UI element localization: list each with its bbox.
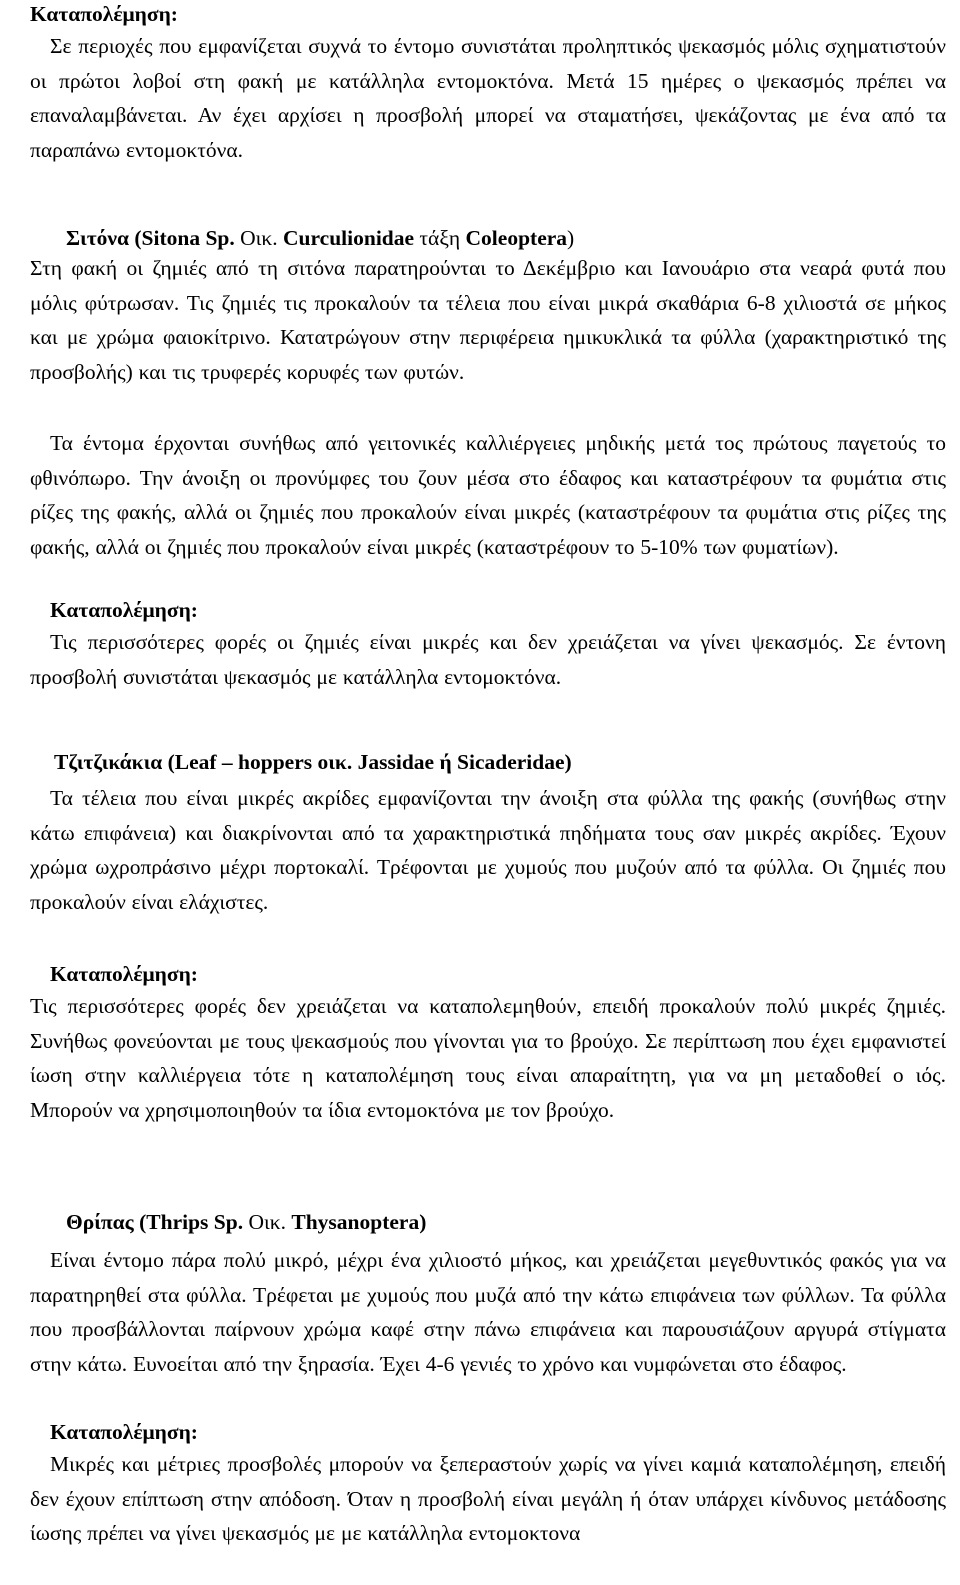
paragraph: Μικρές και μέτριες προσβολές μπορούν να ξεπεραστούν χωρίς να γίνει καμιά καταπολέμηση, επειδή δεν έχουν επίπτωση στην απόδοση. Όταν η προσβολή είναι μεγάλη ή όταν υπάρχει κίνδυνος μετάδοσης ίωσης πρέπει να γίνει ψεκασμός με με κατάλληλα εντομοκτονα — [30, 1452, 946, 1545]
title-part: Θρίπας (Thrips Sp. — [66, 1210, 244, 1234]
paragraph: Τα έντομα έρχονται συνήθως από γειτονικές καλλιέργειες μηδικής μετά τος πρώτους παγετούς το φθινόπωρο. Την άνοιξη οι προνύμφες του ζουν μέσα στο έδαφος και καταστρέφουν τα φυμάτια στις ρίζες της φακής, αλλά οι ζημιές που προκαλούν είναι μικρές (καταστρέφουν τα φυμάτια στις ρίζες της φακής, αλλά οι ζημιές που προκαλούν είναι μικρές (καταστρέφουν το 5-10% των φυματίων). — [30, 431, 946, 559]
paragraph: Τις περισσότερες φορές οι ζημιές είναι μικρές και δεν χρειάζεται να γίνει ψεκασμός. Σε έντονη προσβολή συνιστάται ψεκασμός με κατάλληλα εντομοκτόνα. — [30, 630, 946, 689]
paragraph: Στη φακή οι ζημιές από τη σιτόνα παρατηρούνται το Δεκέμβριο και Ιανουάριο στα νεαρά φυτά που μόλις φύτρωσαν. Τις ζημιές τις προκαλούν τα τέλεια που είναι μικρά σκαθάρια 6-8 χιλιοστά σε μήκος και με χρώμα φαιοκίτρινο. Κατατρώγουν στην περιφέρεια ημικυκλικά τα φύλλα (χαρακτηριστικό της προσβολής) και τις τρυφερές κορυφές των φυτών. — [30, 256, 946, 384]
section-heading: Καταπολέμηση: — [30, 2, 178, 26]
title-part: Coleoptera — [465, 226, 568, 250]
paragraph: Σε περιοχές που εμφανίζεται συχνά το έντομο συνιστάται προληπτικός ψεκασμός μόλις σχηματιστούν οι πρώτοι λοβοί στη φακή με κατάλληλα εντομοκτόνα. Μετά 15 ημέρες ο ψεκασμός πρέπει να επαναλαμβάνεται. Αν έχει αρχίσει η προσβολή μπορεί να σταματήσει, ψεκάζοντας με ένα από τα παραπάνω εντομοκτόνα. — [30, 34, 946, 162]
section-heading: Καταπολέμηση: — [50, 598, 198, 622]
title-part: Οικ. — [234, 226, 284, 250]
title-part: Οικ. — [243, 1210, 292, 1234]
paragraph: Τα τέλεια που είναι μικρές ακρίδες εμφανίζονται την άνοιξη στα φύλλα της φακής (συνήθως στην κάτω επιφάνεια) και διακρίνονται από τα χαρακτηριστικά πηδήματα τους σαν μικρές ακρίδες. Έχουν χρώμα ωχροπράσινο μέχρι πορτοκαλί. Τρέφονται με χυμούς που μυζούν από τα φύλλα. Οι ζημιές που προκαλούν είναι ελάχιστες. — [30, 786, 946, 914]
section-heading: Καταπολέμηση: — [50, 1420, 198, 1444]
paragraph: Τις περισσότερες φορές δεν χρειάζεται να καταπολεμηθούν, επειδή προκαλούν πολύ μικρές ζημιές. Συνήθως φονεύονται με τους ψεκασμούς που γίνονται για το βρούχο. Σε περίπτωση που έχει εμφανιστεί ίωση στην καλλιέργεια τότε η καταπολέμηση τους είναι απαραίτητη, για να μη μεταδοθεί ο ιός. Μπορούν να χρησιμοποιηθούν τα ίδια εντομοκτόνα με τον βρούχο. — [30, 994, 946, 1122]
paragraph: Είναι έντομο πάρα πολύ μικρό, μέχρι ένα χιλιοστό μήκος, και χρειάζεται μεγεθυντικός φακός για να παρατηρηθεί στα φύλλα. Τρέφεται με χυμούς που μυζά από την κάτω επιφάνεια των φύλλων. Τα φύλλα που προσβάλλονται παίρνουν χρώμα καφέ στην πάνω επιφάνεια και παρουσιάζουν αργυρά στίγματα στην κάτω. Ευνοείται από την ξηρασία. Έχει 4-6 γενιές το χρόνο και νυμφώνεται στο έδαφος. — [30, 1248, 946, 1376]
title-part: Τζιτζικάκια (Leaf – hoppers οικ. Jassidae ή Sicaderidae) — [54, 750, 572, 774]
section-title-thrips — [66, 1210, 426, 1234]
title-part: Thysanoptera) — [291, 1210, 427, 1234]
section-heading: Καταπολέμηση: — [50, 962, 198, 986]
section-title-sitona — [66, 226, 574, 250]
title-part: Σιτόνα (Sitona Sp. — [66, 226, 235, 250]
title-part: τάξη — [414, 226, 466, 250]
section-title-leafhoppers — [54, 750, 572, 774]
title-part: ) — [567, 226, 575, 250]
title-part: Curculionidae — [283, 226, 415, 250]
